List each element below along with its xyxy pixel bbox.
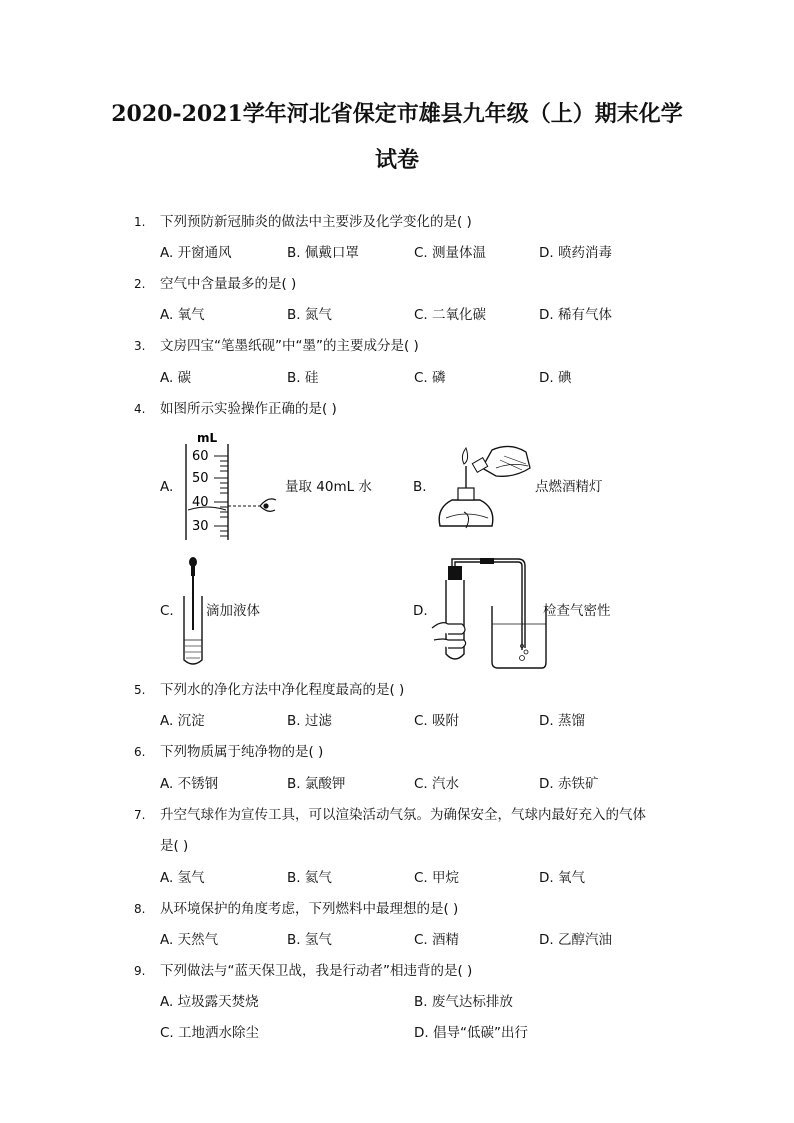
figure-d-caption: 检查气密性: [543, 603, 611, 619]
hand-icon: [432, 623, 466, 648]
option-b[interactable]: B. 氢气: [287, 932, 332, 948]
eye-icon: [260, 499, 276, 511]
option-a[interactable]: A. 氧气: [160, 307, 205, 323]
option-c[interactable]: C. 工地洒水除尘: [160, 1025, 260, 1041]
option-a[interactable]: A. 沉淀: [160, 713, 205, 729]
tube-connector: [480, 558, 494, 564]
option-b[interactable]: B. 氮气: [287, 307, 332, 323]
question-text: 文房四宝“笔墨纸砚”中“墨”的主要成分是( ): [160, 338, 419, 354]
option-b[interactable]: B. 废气达标排放: [414, 994, 513, 1010]
option-a[interactable]: A. 垃圾露天焚烧: [160, 994, 259, 1010]
question-number: 5.: [134, 683, 146, 697]
question-text: 空气中含量最多的是( ): [160, 276, 297, 292]
delivery-tube: [452, 559, 525, 650]
figure-d-letter[interactable]: D.: [413, 603, 428, 619]
question-text: 下列预防新冠肺炎的做法中主要涉及化学变化的是( ): [160, 214, 472, 230]
question-text: 从环境保护的角度考虑，下列燃料中最理想的是( ): [160, 901, 459, 917]
cylinder-unit-label: mL: [197, 431, 218, 445]
option-d[interactable]: D. 喷药消毒: [539, 245, 612, 261]
airtightness-figure: [430, 558, 548, 670]
exam-title-line2: 试卷: [374, 147, 419, 173]
figure-b-letter[interactable]: B.: [413, 479, 427, 495]
option-b[interactable]: B. 硅: [287, 370, 319, 386]
figure-a-caption: 量取 40mL 水: [285, 479, 372, 495]
option-a[interactable]: A. 开窗通风: [160, 245, 232, 261]
question-number: 7.: [134, 808, 146, 822]
question-text: 下列水的净化方法中净化程度最高的是( ): [160, 682, 405, 698]
tick-label-50: 50: [192, 471, 209, 486]
rubber-stopper: [448, 566, 462, 580]
test-tube-liquid-hatch: [185, 646, 201, 658]
question-number: 8.: [134, 902, 146, 916]
cylinder-scale-ticks: [214, 456, 228, 536]
tick-label-60: 60: [192, 449, 209, 464]
alcohol-lamp-figure: [430, 438, 535, 536]
figure-c-caption: 滴加液体: [206, 603, 260, 619]
option-b[interactable]: B. 氦气: [287, 870, 332, 886]
question-number: 6.: [134, 745, 146, 759]
option-b[interactable]: B. 过滤: [287, 713, 332, 729]
option-a[interactable]: A. 天然气: [160, 932, 219, 948]
option-a[interactable]: A. 氢气: [160, 870, 205, 886]
option-d[interactable]: D. 稀有气体: [539, 307, 612, 323]
option-b[interactable]: B. 氯酸钾: [287, 776, 346, 792]
question-text: 下列物质属于纯净物的是( ): [160, 744, 324, 760]
tick-label-40: 40: [192, 495, 209, 510]
option-c[interactable]: C. 测量体温: [414, 245, 487, 261]
option-a[interactable]: A. 不锈钢: [160, 776, 219, 792]
option-d[interactable]: D. 氧气: [539, 870, 585, 886]
lamp-neck: [458, 488, 474, 500]
question-text: 下列做法与“蓝天保卫战，我是行动者”相违背的是( ): [160, 963, 473, 979]
question-number: 2.: [134, 277, 146, 291]
graduated-cylinder-figure: [180, 428, 280, 546]
figure-a-letter[interactable]: A.: [160, 479, 174, 495]
question-number: 9.: [134, 964, 146, 978]
question-number: 1.: [134, 215, 146, 229]
option-c[interactable]: C. 甲烷: [414, 870, 460, 886]
beaker: [492, 606, 546, 668]
tick-label-30: 30: [192, 519, 209, 534]
exam-title-line1: 2020-2021学年河北省保定市雄县九年级（上）期末化学: [111, 101, 683, 127]
option-c[interactable]: C. 酒精: [414, 932, 460, 948]
question-number: 3.: [134, 339, 146, 353]
option-c[interactable]: C. 磷: [414, 370, 446, 386]
option-c[interactable]: C. 二氧化碳: [414, 307, 487, 323]
option-b[interactable]: B. 佩戴口罩: [287, 245, 359, 261]
question-text-continued: 是( ): [160, 838, 189, 854]
question-text: 升空气球作为宣传工具，可以渲染活动气氛。为确保安全，气球内最好充入的气体: [160, 807, 646, 823]
figure-b-caption: 点燃酒精灯: [535, 479, 603, 495]
option-c[interactable]: C. 吸附: [414, 713, 460, 729]
question-number: 4.: [134, 402, 146, 416]
option-a[interactable]: A. 碳: [160, 370, 192, 386]
dropper-figure: [180, 556, 206, 670]
dropper-bulb: [189, 557, 197, 567]
question-text: 如图所示实验操作正确的是( ): [160, 401, 337, 417]
option-c[interactable]: C. 汽水: [414, 776, 460, 792]
flame-icon: [462, 448, 467, 464]
tilted-lamp: [472, 446, 530, 476]
option-d[interactable]: D. 蒸馏: [539, 713, 585, 729]
option-d[interactable]: D. 碘: [539, 370, 572, 386]
air-bubbles: [520, 645, 529, 661]
figure-c-letter[interactable]: C.: [160, 603, 174, 619]
dropper-collar: [191, 566, 195, 576]
option-d[interactable]: D. 倡导“低碳”出行: [414, 1025, 528, 1041]
option-d[interactable]: D. 乙醇汽油: [539, 932, 612, 948]
option-d[interactable]: D. 赤铁矿: [539, 776, 599, 792]
